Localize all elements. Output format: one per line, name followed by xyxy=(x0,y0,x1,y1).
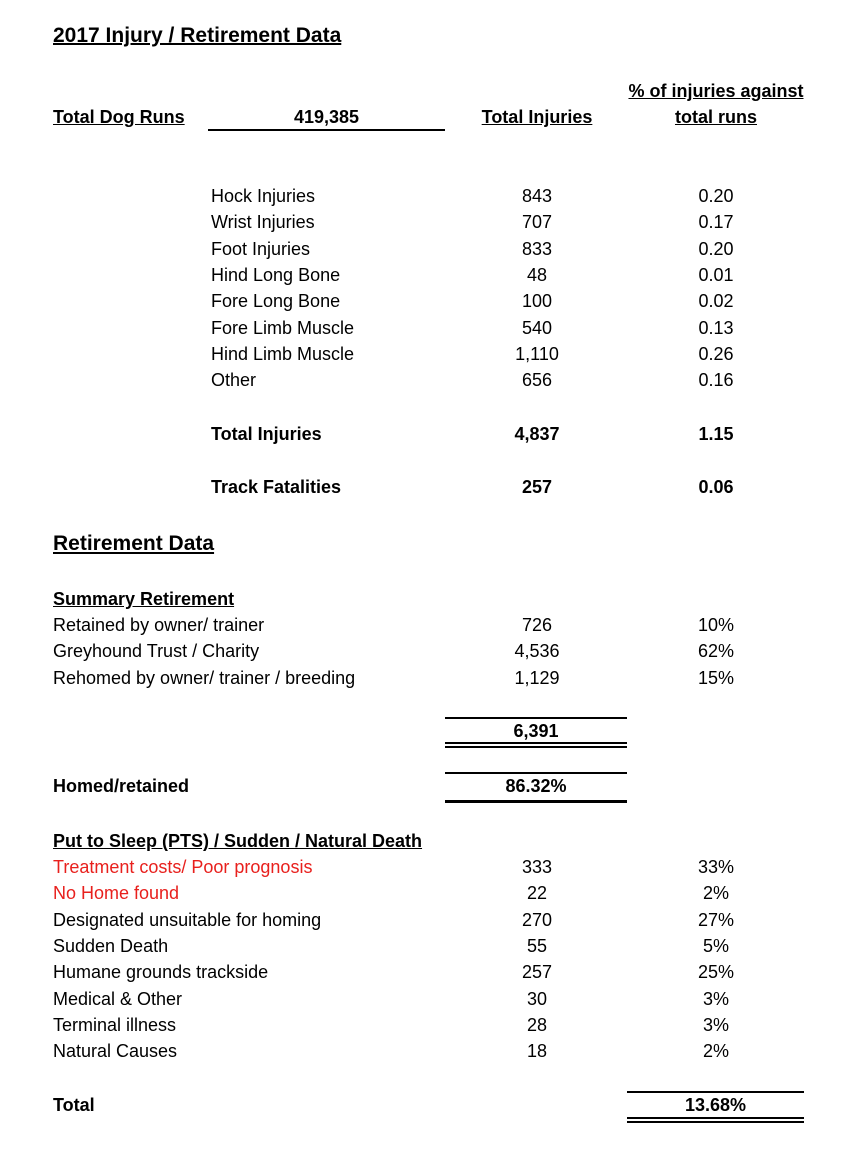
total-dog-runs-value: 419,385 xyxy=(293,107,360,127)
pts-row-pct: 5% xyxy=(702,935,729,956)
retirement-row-pct: 62% xyxy=(697,641,735,662)
injury-row-name: Fore Long Bone xyxy=(211,291,341,312)
pts-row-pct: 33% xyxy=(697,857,735,877)
homed-bottom-line xyxy=(445,800,627,803)
injury-row-pct: 0.16 xyxy=(698,370,734,391)
injury-row-pct: 0.26 xyxy=(698,343,734,364)
pts-row-count: 270 xyxy=(521,909,553,930)
pts-row-name: No Home found xyxy=(53,883,180,904)
retirement-row-count: 1,129 xyxy=(514,667,560,688)
total-injuries-count: 4,837 xyxy=(514,424,560,444)
retirement-row-name: Greyhound Trust / Charity xyxy=(53,641,260,662)
injury-row-count: 540 xyxy=(521,317,553,338)
injury-row-name: Hind Limb Muscle xyxy=(211,343,355,364)
pts-heading: Put to Sleep (PTS) / Sudden / Natural Death xyxy=(53,831,423,851)
homed-retained-value: 86.32% xyxy=(505,776,567,796)
pts-row-name: Medical & Other xyxy=(53,988,183,1009)
retirement-row-name: Retained by owner/ trainer xyxy=(53,615,265,635)
retirement-row-name: Rehomed by owner/ trainer / breeding xyxy=(53,667,356,688)
injury-row-count: 100 xyxy=(521,291,553,312)
pts-row-name: Humane grounds trackside xyxy=(53,962,269,983)
injury-row-count: 707 xyxy=(521,212,553,233)
injury-row-name: Fore Limb Muscle xyxy=(211,317,355,338)
injury-row-pct: 0.20 xyxy=(698,238,734,259)
injury-row-name: Hock Injuries xyxy=(211,186,316,206)
injury-row-pct: 0.02 xyxy=(698,291,734,312)
pts-total-value: 13.68% xyxy=(684,1095,747,1115)
total-injuries-pct: 1.15 xyxy=(698,424,734,444)
pts-row-pct: 27% xyxy=(697,909,735,930)
injury-row-pct: 0.01 xyxy=(698,264,734,285)
homed-retained-label: Homed/retained xyxy=(53,776,190,796)
injury-row-count: 843 xyxy=(521,186,553,206)
track-fatalities-pct: 0.06 xyxy=(698,477,734,497)
injury-row-count: 833 xyxy=(521,238,553,259)
total-dog-runs-label: Total Dog Runs xyxy=(53,107,185,127)
pts-row-count: 30 xyxy=(526,988,548,1009)
subtotal-double-line xyxy=(445,742,627,748)
pts-row-pct: 3% xyxy=(702,988,729,1009)
retirement-heading: Retirement Data xyxy=(53,532,215,555)
retirement-row-pct: 15% xyxy=(697,667,735,688)
pts-row-name: Sudden Death xyxy=(53,935,169,956)
pts-row-pct: 2% xyxy=(702,883,729,904)
pts-row-count: 55 xyxy=(526,935,548,956)
pts-total-label: Total xyxy=(53,1095,95,1115)
pts-row-name: Designated unsuitable for homing xyxy=(53,909,322,930)
summary-retirement-heading: Summary Retirement xyxy=(53,589,235,609)
retirement-subtotal: 6,391 xyxy=(513,721,559,741)
pct-header-line2: total runs xyxy=(674,107,757,127)
pts-row-pct: 2% xyxy=(702,1041,729,1062)
track-fatalities-label: Track Fatalities xyxy=(211,477,342,497)
injury-row-name: Wrist Injuries xyxy=(211,212,315,233)
injury-row-name: Other xyxy=(211,370,257,391)
injury-row-pct: 0.13 xyxy=(698,317,734,338)
track-fatalities-count: 257 xyxy=(521,477,553,497)
pts-row-count: 257 xyxy=(521,962,553,983)
pts-row-pct: 3% xyxy=(702,1014,729,1035)
pts-row-count: 333 xyxy=(521,857,553,877)
pts-row-count: 28 xyxy=(526,1014,548,1035)
pts-row-name: Terminal illness xyxy=(53,1014,177,1035)
homed-top-line xyxy=(445,772,627,774)
subtotal-top-line xyxy=(445,717,627,719)
pts-total-double-line xyxy=(627,1117,804,1123)
injury-row-pct: 0.20 xyxy=(698,186,734,206)
pts-row-pct: 25% xyxy=(697,962,735,983)
retirement-row-count: 726 xyxy=(521,615,553,635)
injury-row-count: 656 xyxy=(521,370,553,391)
injury-row-pct: 0.17 xyxy=(698,212,734,233)
total-injuries-label: Total Injuries xyxy=(211,424,322,444)
retirement-row-pct: 10% xyxy=(697,615,735,635)
retirement-row-count: 4,536 xyxy=(514,641,560,662)
pts-row-name: Treatment costs/ Poor prognosis xyxy=(53,857,313,877)
total-dog-runs-underline xyxy=(208,129,445,131)
injury-row-name: Foot Injuries xyxy=(211,238,311,259)
pts-row-name: Natural Causes xyxy=(53,1041,178,1062)
total-injuries-header: Total Injuries xyxy=(481,107,593,127)
pts-total-top-line xyxy=(627,1091,804,1093)
injury-row-name: Hind Long Bone xyxy=(211,264,341,285)
pts-row-count: 22 xyxy=(526,883,548,904)
injury-row-count: 1,110 xyxy=(515,343,559,364)
page-title: 2017 Injury / Retirement Data xyxy=(53,24,342,47)
injury-row-count: 48 xyxy=(526,264,548,285)
pts-row-count: 18 xyxy=(526,1041,548,1062)
pct-header-line1: % of injuries against xyxy=(628,81,804,101)
